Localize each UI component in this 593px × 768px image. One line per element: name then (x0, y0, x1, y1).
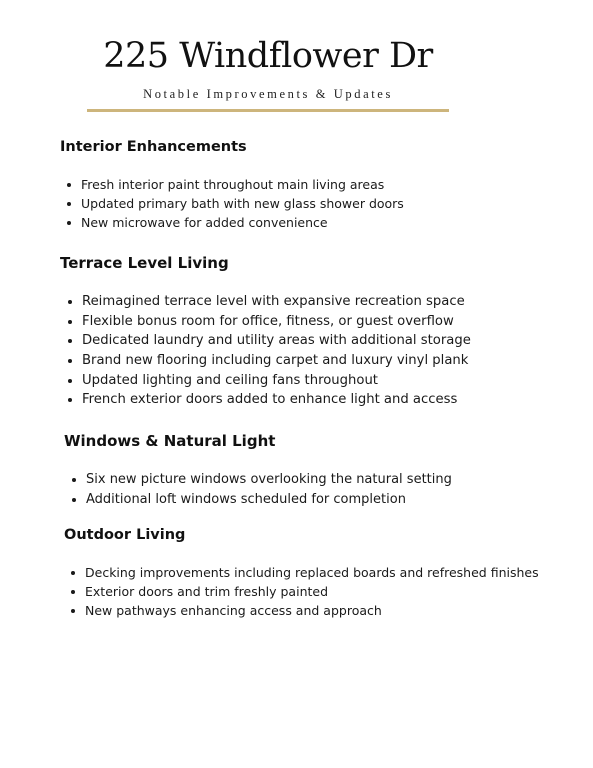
list-item: Updated lighting and ceiling fans throughout (82, 371, 471, 391)
list-item: Reimagined terrace level with expansive recreation space (82, 292, 471, 312)
list-item: Flexible bonus room for office, fitness, or guest overflow (82, 312, 471, 332)
windows-list (86, 470, 452, 510)
section-heading-terrace: Terrace Level Living (60, 254, 229, 272)
page-subtitle: Notable Improvements & Updates (143, 87, 393, 101)
section-heading-outdoor: Outdoor Living (64, 527, 186, 543)
section-heading-interior: Interior Enhancements (60, 139, 247, 155)
header-divider (87, 109, 449, 112)
interior-list (81, 175, 404, 232)
list-item: Fresh interior paint throughout main living areas (81, 175, 404, 194)
list-item: Brand new flooring including carpet and luxury vinyl plank (82, 351, 471, 371)
page-title: 225 Windflower Dr (103, 36, 433, 76)
list-item: New microwave for added convenience (81, 213, 404, 232)
list-item: Six new picture windows overlooking the natural setting (86, 470, 452, 490)
list-item: Updated primary bath with new glass shower doors (81, 196, 404, 211)
list-item: New pathways enhancing access and approach (85, 601, 539, 620)
terrace-list (82, 292, 471, 410)
section-heading-windows: Windows & Natural Light (64, 432, 276, 450)
list-item: French exterior doors added to enhance light and access (82, 390, 471, 410)
list-item: Additional loft windows scheduled for completion (86, 490, 452, 510)
outdoor-list (85, 563, 539, 620)
list-item: Decking improvements including replaced boards and refreshed finishes (85, 565, 539, 580)
list-item: Exterior doors and trim freshly painted (85, 582, 539, 601)
list-item: Dedicated laundry and utility areas with additional storage (82, 331, 471, 351)
